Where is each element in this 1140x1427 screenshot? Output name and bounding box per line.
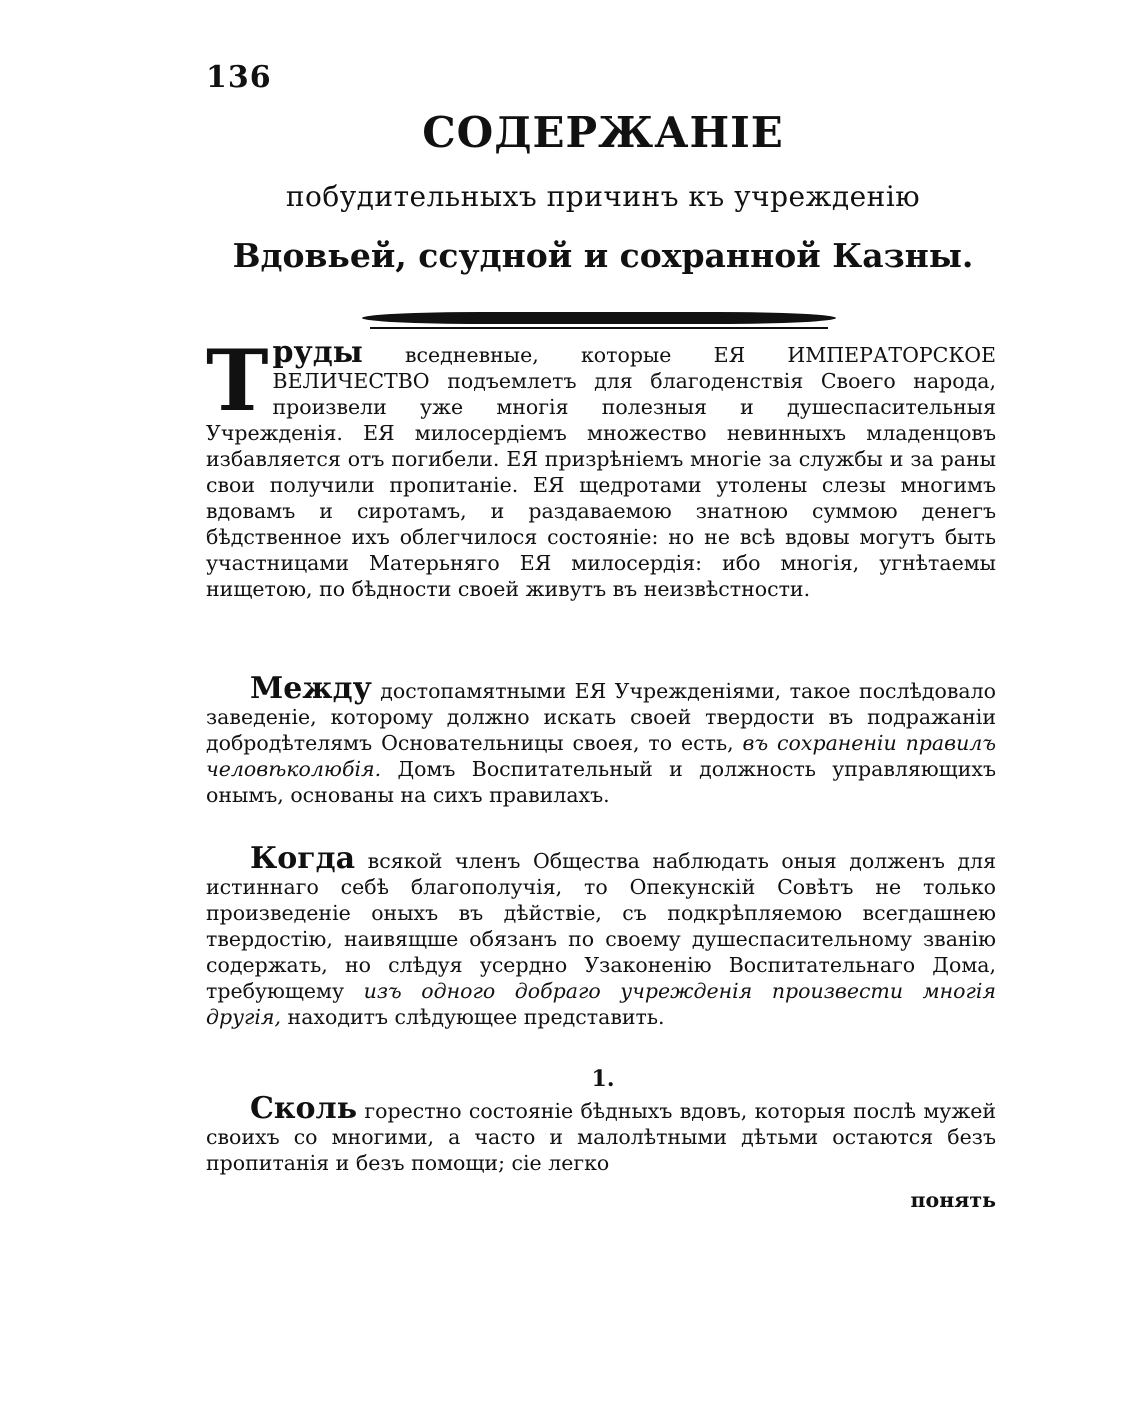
paragraph-text: Домъ Воспитательный и должность управляющихъ онымъ, основаны на сихъ правилахъ. bbox=[206, 757, 996, 807]
paragraph-italic-text: въ сохраненіи правилъ человѣколюбія. bbox=[206, 731, 996, 781]
paragraph-lead-word: Когда bbox=[250, 841, 356, 876]
subtitle: побудительныхъ причинъ къ учрежденію bbox=[285, 180, 921, 213]
paragraph-2 bbox=[206, 671, 996, 808]
paragraph-text: вседневные, которые ЕЯ ИМПЕРАТОРСКОЕ ВЕЛИЧЕСТВО подъемлетъ для благоденствія Своего народа, произвели уже многія полезныя и душеспасительныя Учрежденія. ЕЯ милосердіемъ множество невинныхъ младенцовъ избавляется отъ погибели. ЕЯ призрѣніемъ многіе за службы и за раны свои получили пропитаніе. ЕЯ щедротами утолены слезы многимъ вдовамъ и сиротамъ, и раздаваемою знатною суммою денегъ бѣдственное ихъ облегчилося состояніе: но не всѣ вдовы могутъ быть участницами Матерьняго ЕЯ милосердія: ибо многія, угнѣтаемы нищетою, по бѣдности своей живутъ въ неизвѣстности. bbox=[206, 343, 996, 601]
decorative-rule bbox=[362, 312, 836, 324]
page-title: СОДЕРЖАНІЕ bbox=[422, 108, 784, 157]
paragraph-italic-text: изъ одного добраго учрежденія произвести многія другія, bbox=[206, 979, 997, 1029]
paragraph-text: всякой членъ Общества наблюдать оныя долженъ для истиннаго себѣ благополучія, то Опекунскій Совѣтъ не только произведеніе оныхъ въ дѣйствіе, съ подкрѣпляемою всегдашнею твердостію, наивящше обязанъ по своему душеспасительному званію содержать, но слѣдуя усердно Узаконенію Воспитательнаго Дома, требующему bbox=[206, 849, 996, 1003]
drop-cap: Т bbox=[206, 331, 269, 430]
section-number: 1. bbox=[591, 1066, 615, 1092]
catchword: понять bbox=[910, 1188, 996, 1212]
paragraph-3 bbox=[206, 841, 997, 1030]
paragraph-lead-word: руды bbox=[272, 335, 363, 370]
paragraph-text: находитъ слѣдующее представить. bbox=[281, 1005, 665, 1029]
subtitle-second-line: Вдовьей, ссудной и сохранной Казны. bbox=[232, 236, 974, 275]
page-number: 136 bbox=[206, 60, 272, 95]
paragraph-4 bbox=[206, 1091, 996, 1176]
paragraph-lead-word: Между bbox=[250, 671, 372, 706]
paragraph-text: достопамятными ЕЯ Учрежденіями, такое послѣдовало заведеніе, которому должно искать своей твердости въ подражаніи добродѣтелямъ Основательницы своея, то есть, bbox=[206, 679, 996, 755]
decorative-rule-thin bbox=[370, 327, 828, 329]
paragraph-lead-word: Сколь bbox=[250, 1091, 358, 1126]
paragraph-text: горестно состояніе бѣдныхъ вдовъ, которыя послѣ мужей своихъ со многими, а часто и малолѣтными дѣтьми остаются безъ пропитанія и безъ помощи; сіе легко bbox=[206, 1099, 996, 1175]
paragraph-1 bbox=[206, 331, 996, 602]
